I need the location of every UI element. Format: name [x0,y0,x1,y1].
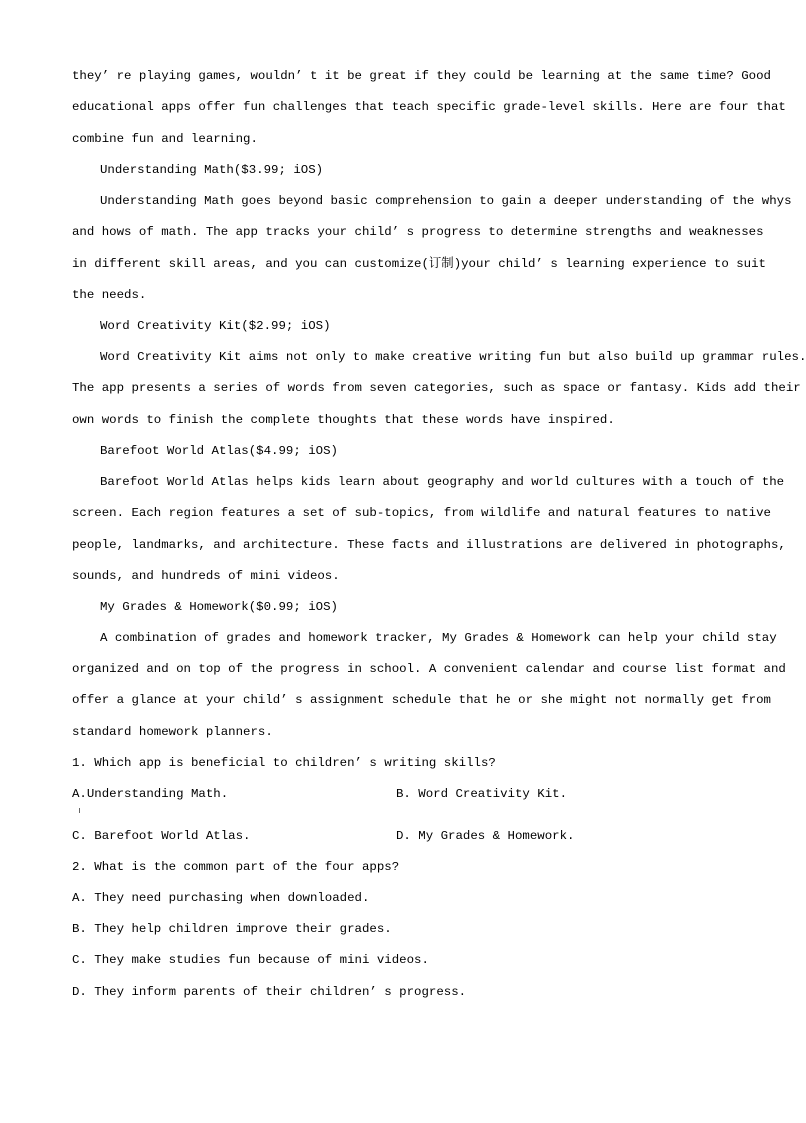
paragraph-line: standard homework planners. [72,725,273,739]
paragraph-line: A combination of grades and homework tracker, My Grades & Homework can help your child stay [100,631,777,645]
app-heading: My Grades & Homework($0.99; iOS) [100,600,338,614]
app-heading: Barefoot World Atlas($4.99; iOS) [100,444,338,458]
paragraph-line: own words to finish the complete thoughts that these words have inspired. [72,413,615,427]
q2-option-d: D. They inform parents of their children’ s progress. [72,985,467,999]
paragraph-line: The app presents a series of words from seven categories, such as space or fantasy. Kids add their [72,381,801,395]
paragraph-line: people, landmarks, and architecture. These facts and illustrations are delivered in photographs, [72,538,786,552]
paragraph-line: the needs. [72,288,147,302]
intro-line: they’ re playing games, wouldn’ t it be great if they could be learning at the same time? Good [72,69,771,83]
q2-option-a: A. They need purchasing when downloaded. [72,891,370,905]
intro-line: combine fun and learning. [72,132,258,146]
paragraph-line: and hows of math. The app tracks your child’ s progress to determine strengths and weaknesses [72,225,764,239]
paragraph-line: Barefoot World Atlas helps kids learn about geography and world cultures with a touch of the [100,475,785,489]
paragraph-line: Understanding Math goes beyond basic comprehension to gain a deeper understanding of the whys [100,194,792,208]
q2-option-b: B. They help children improve their grades. [72,922,392,936]
paragraph-line: organized and on top of the progress in school. A convenient calendar and course list format and [72,662,786,676]
q1-option-b: B. Word Creativity Kit. [396,787,568,801]
question-2: 2. What is the common part of the four apps? [72,860,400,874]
question-1: 1. Which app is beneficial to children’ s writing skills? [72,756,496,770]
paragraph-line: Word Creativity Kit aims not only to make creative writing fun but also build up grammar rules. [100,350,806,364]
paragraph-line: offer a glance at your child’ s assignment schedule that he or she might not normally get from [72,693,771,707]
q1-option-a: A.Understanding Math. [72,787,229,801]
paragraph-line: in different skill areas, and you can customize(订制)your child’ s learning experience to suit [72,257,766,271]
q1-option-d: D. My Grades & Homework. [396,829,575,843]
intro-line: educational apps offer fun challenges that teach specific grade-level skills. Here are four that [72,100,786,114]
paragraph-line: sounds, and hundreds of mini videos. [72,569,340,583]
app-heading: Word Creativity Kit($2.99; iOS) [100,319,331,333]
app-heading: Understanding Math($3.99; iOS) [100,163,324,177]
paragraph-line: screen. Each region features a set of sub-topics, from wildlife and natural features to native [72,506,771,520]
q2-option-c: C. They make studies fun because of mini videos. [72,953,429,967]
stray-mark [79,808,80,813]
q1-option-c: C. Barefoot World Atlas. [72,829,251,843]
